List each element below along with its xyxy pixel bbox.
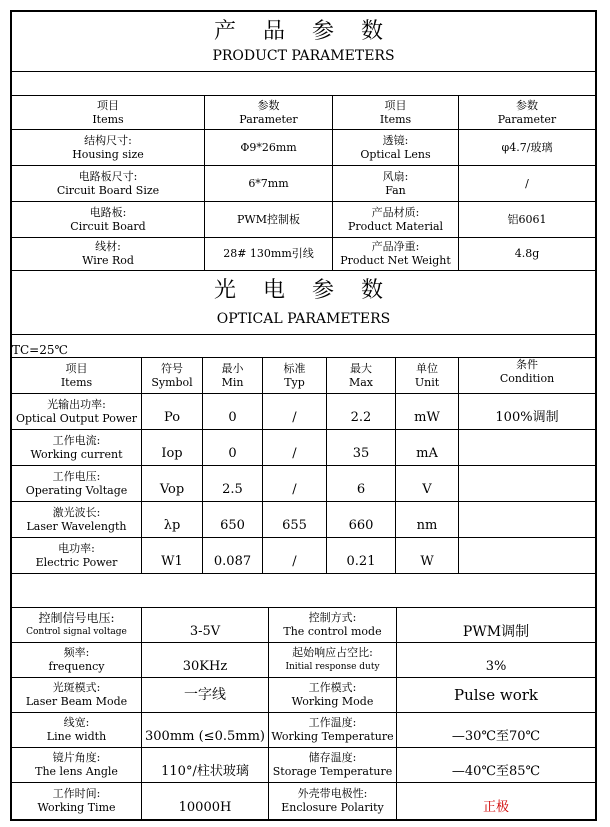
value: 4.8g [514,247,540,260]
control-label-right [269,643,397,678]
optical-row-typ: / [263,538,327,574]
product-row-4-label-right [333,238,459,271]
optical-row-unit: mA [396,430,459,466]
label-en: Optical Output Power [15,411,138,425]
control-label-right [269,713,397,748]
optical-title-cn: 光 电 参 数 [214,277,393,303]
control-value-left: 30KHz [142,643,269,678]
label-cn: 工作温度: [308,716,357,729]
header-en: Items [60,375,93,389]
product-row-1-label-right [333,130,459,166]
optical-row-symbol: Po [142,394,203,430]
label-en: Working Temperature [271,730,394,743]
optical-row-min: 0 [203,394,263,430]
label-en: Enclosure Polarity [281,801,384,814]
optical-row-min: 0 [203,430,263,466]
label-cn: 线材: [95,240,121,253]
optical-header-unit [396,358,459,394]
control-value-right: 3% [397,643,595,678]
label-en: Operating Voltage [25,483,128,497]
header-cn: 参数 [257,98,280,112]
label-en: frequency [48,660,105,673]
control-value-right: —40℃至85℃ [397,748,595,783]
label-cn: 结构尺寸: [84,133,132,147]
optical-row-symbol: Vop [142,466,203,502]
header-cn: 最大 [350,361,372,375]
label-en: Circuit Board Size [56,183,160,197]
product-row-4-value-left [205,238,333,271]
control-label-left [12,748,142,783]
label-en: Laser Beam Mode [25,695,128,708]
optical-row-label [12,538,142,574]
product-row-4-value-right [459,238,595,271]
optical-header-items [12,358,142,394]
label-en: The lens Angle [35,765,118,778]
header-cn: 符号 [161,361,183,375]
optical-row-condition [459,466,595,502]
header-cn: 项目 [65,361,88,375]
optical-header-condition [459,358,595,394]
control-value-left: 3-5V [142,608,269,643]
control-label-right [269,783,397,819]
optical-row-typ: 655 [263,502,327,538]
header-en: Parameter [497,112,557,126]
label-cn: 线宽: [63,716,90,729]
control-label-left [12,608,142,643]
value: φ4.7/玻璃 [501,140,553,154]
label-cn: 光斑模式: [52,681,101,694]
label-en: Line width [46,730,107,743]
optical-header-symbol [142,358,203,394]
product-row-3-label-left [12,202,205,238]
optical-row-unit: V [396,466,459,502]
label-cn: 电功率: [58,541,95,555]
label-en: Laser Wavelength [26,519,127,533]
label-cn: 工作电压: [52,469,101,483]
value: 6*7mm [248,176,289,190]
label-en: Working Time [37,801,116,814]
product-row-3-value-left [205,202,333,238]
control-value-left: 300mm (≤0.5mm) [142,713,269,748]
label-en: Circuit Board [70,219,146,233]
product-row-3-label-right [333,202,459,238]
control-value-right: Pulse work [397,678,595,713]
label-cn: 工作时间: [52,787,101,800]
label-cn: 透镜: [382,133,409,147]
product-header-items-1 [12,96,205,130]
control-label-right [269,608,397,643]
header-cn: 条件 [516,358,538,371]
optical-row-max: 0.21 [327,538,396,574]
optical-row-symbol: Iop [142,430,203,466]
product-title-en: PRODUCT PARAMETERS [212,47,395,64]
control-value-left: 10000H [142,783,269,819]
header-en: Unit [414,375,440,389]
optical-header-typ [263,358,327,394]
optical-row-condition [459,430,595,466]
optical-row-condition [459,502,595,538]
value: 28# 130mm引线 [223,247,314,260]
optical-row-min: 0.087 [203,538,263,574]
label-cn: 电路板尺寸: [78,169,138,183]
product-title-cn: 产 品 参 数 [214,18,393,44]
label-en: Housing size [72,147,144,161]
optical-title-en: OPTICAL PARAMETERS [216,310,391,327]
header-en: Min [221,375,244,389]
header-en: Condition [499,372,555,385]
temperature-condition-row [12,335,595,358]
label-en: Wire Rod [82,254,134,267]
optical-row-condition [459,538,595,574]
product-row-2-label-left [12,166,205,202]
optical-row-unit: W [396,538,459,574]
header-cn: 参数 [516,98,538,112]
header-en: Max [348,375,374,389]
label-cn: 镜片角度: [52,751,101,764]
product-row-2-label-right [333,166,459,202]
optical-row-max: 660 [327,502,396,538]
label-en: Fan [385,183,406,197]
optical-row-label [12,430,142,466]
optical-row-unit: nm [396,502,459,538]
optical-row-label [12,394,142,430]
optical-row-symbol: W1 [142,538,203,574]
optical-row-condition: 100%调制 [459,394,595,430]
label-cn: 激光波长: [52,505,101,519]
product-header-parameter-2 [459,96,595,130]
spacer-row [12,574,595,608]
header-en: Items [92,112,124,126]
label-cn: 频率: [63,646,90,659]
header-en: Items [379,112,412,126]
control-label-right [269,748,397,783]
control-value-left: 110°/柱状玻璃 [142,748,269,783]
header-cn: 项目 [384,98,407,112]
enclosure-polarity-value: 正极 [482,800,509,815]
control-label-right [269,678,397,713]
control-label-left [12,678,142,713]
optical-row-min: 2.5 [203,466,263,502]
label-cn: 工作模式: [308,681,357,694]
product-row-2-value-left [205,166,333,202]
label-en: Working Mode [291,695,374,708]
value: PWM控制板 [237,212,300,226]
optical-row-typ: / [263,466,327,502]
control-label-left [12,713,142,748]
label-en: Storage Temperature [272,765,393,778]
product-header-parameter-1 [205,96,333,130]
value: / [525,176,529,190]
header-en: Parameter [239,112,298,126]
optical-row-max: 6 [327,466,396,502]
header-en: Symbol [151,375,193,389]
product-row-1-value-right [459,130,595,166]
label-cn: 储存温度: [308,751,357,764]
product-row-4-label-left [12,238,205,271]
value: Φ9*26mm [240,140,297,154]
optical-row-max: 35 [327,430,396,466]
optical-row-label [12,502,142,538]
header-en: Typ [284,375,305,389]
label-cn: 控制方式: [308,611,357,624]
control-value-left: 一字线 [142,678,269,713]
header-cn: 单位 [416,361,438,375]
header-cn: 最小 [221,361,244,375]
label-en: Optical Lens [360,147,431,161]
label-cn: 外壳带电极性: [297,787,368,800]
label-cn: 产品材质: [371,205,420,219]
product-row-3-value-right [459,202,595,238]
product-row-1-label-left [12,130,205,166]
value: 铝6061 [507,212,547,226]
header-cn: 项目 [97,98,119,112]
control-label-left [12,783,142,819]
temperature-condition: TC=25℃ [12,343,68,357]
optical-row-unit: mW [396,394,459,430]
label-cn: 产品净重: [371,240,420,253]
product-row-1-value-left [205,130,333,166]
control-value-right: —30℃至70℃ [397,713,595,748]
parameter-sheet [10,10,597,821]
product-title-block [12,12,595,72]
optical-header-max [327,358,396,394]
spacer-row [12,72,595,96]
label-cn: 风扇: [382,169,409,183]
header-cn: 标准 [283,361,306,375]
label-en: Control signal voltage [26,627,127,637]
optical-row-max: 2.2 [327,394,396,430]
label-cn: 电路板: [89,205,127,219]
optical-header-min [203,358,263,394]
label-cn: 光输出功率: [47,397,106,411]
product-row-2-value-right [459,166,595,202]
label-cn: 工作电流: [52,433,101,447]
optical-row-typ: / [263,394,327,430]
control-label-left [12,643,142,678]
label-en: Product Material [347,219,444,233]
label-en: Initial response duty [285,662,380,672]
label-en: Product Net Weight [340,254,451,267]
optical-row-label [12,466,142,502]
optical-row-symbol: λp [142,502,203,538]
product-header-items-2 [333,96,459,130]
label-en: Working current [30,447,123,461]
label-en: Electric Power [35,555,118,569]
optical-row-typ: / [263,430,327,466]
optical-title-block [12,271,595,335]
optical-row-min: 650 [203,502,263,538]
label-cn: 起始响应占空比: [292,646,373,659]
label-en: The control mode [283,625,382,638]
label-cn: 控制信号电压: [38,611,115,625]
control-value-right: PWM调制 [397,608,595,643]
